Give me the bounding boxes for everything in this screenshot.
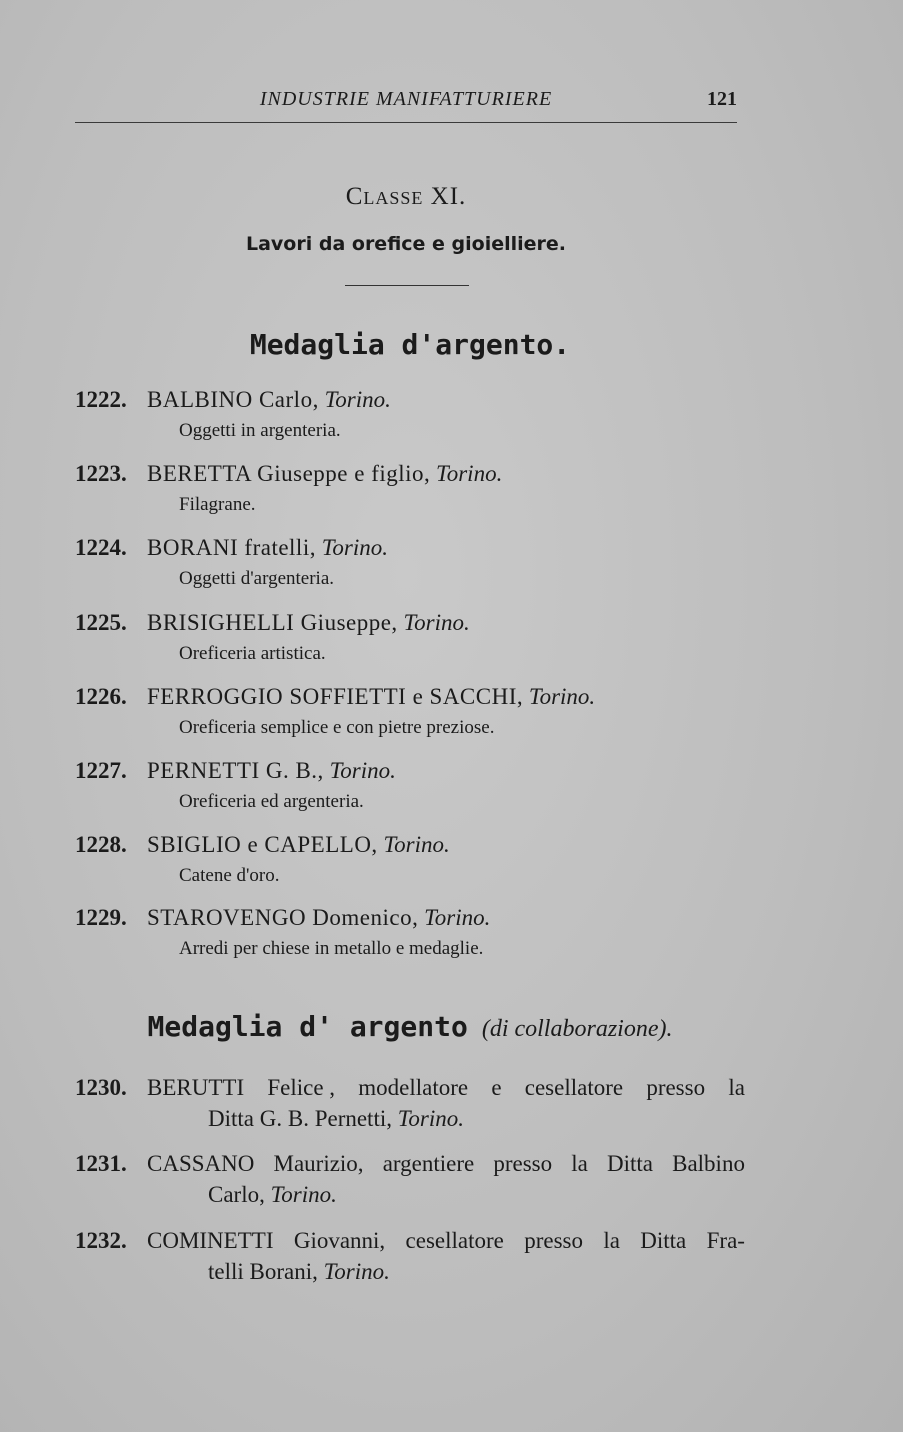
entry-number: 1226.	[75, 684, 127, 709]
exhibitor-name: BERETTA Giuseppe e figlio,	[147, 461, 431, 486]
exhibitor-place: Torino.	[424, 905, 491, 930]
entry-line	[75, 1226, 745, 1256]
entry-line	[75, 830, 745, 860]
entry-word: cesellatore	[405, 1228, 504, 1253]
entry-number: 1228.	[75, 832, 127, 857]
exhibitor-place: Torino.	[383, 832, 450, 857]
section-heading-silver-medal: Medaglia d'argento.	[249, 328, 571, 361]
award-entry	[75, 533, 745, 593]
collaboration-heading-note: (di collaborazione).	[481, 1016, 673, 1042]
entry-description: Catene d'oro.	[179, 865, 280, 886]
entry-line	[75, 682, 745, 712]
entry-word: Fra-	[706, 1228, 745, 1253]
collaboration-heading-text: Medaglia d' argento	[147, 1010, 468, 1043]
exhibitor-name: STAROVENGO Domenico,	[147, 905, 419, 930]
entry-word: Balbino	[672, 1151, 745, 1176]
exhibitor-name: BRISIGHELLI Giuseppe,	[147, 610, 398, 635]
entry-line	[75, 385, 745, 415]
entry-line	[75, 1073, 745, 1103]
entry-word: presso	[646, 1075, 706, 1100]
exhibitor-place: Torino.	[436, 461, 503, 486]
award-entry	[75, 830, 745, 890]
entry-line	[75, 1149, 745, 1179]
entry-number: 1222.	[75, 387, 127, 412]
entry-description: Filagrane.	[179, 494, 256, 515]
exhibitor-place: Torino.	[329, 758, 396, 783]
award-entry	[75, 608, 745, 668]
award-entry	[75, 385, 745, 445]
entry-line	[75, 903, 745, 933]
collaboration-entry	[75, 1149, 745, 1210]
entry-description: Oggetti in argenteria.	[179, 420, 341, 441]
entry-word: e	[491, 1075, 502, 1100]
entry-word: CASSANO	[147, 1151, 255, 1176]
entry-continuation-text: telli Borani,	[208, 1259, 318, 1284]
exhibitor-place: Torino.	[324, 387, 391, 412]
entry-number: 1232.	[75, 1228, 127, 1253]
entry-line	[75, 459, 745, 489]
entry-description: Oreficeria artistica.	[179, 643, 326, 664]
entry-line	[75, 533, 745, 563]
entry-continuation-text: Carlo,	[208, 1182, 265, 1207]
running-header	[75, 86, 737, 123]
award-entry	[75, 903, 745, 963]
entry-line	[75, 608, 745, 638]
award-entry	[75, 682, 745, 742]
entry-word: presso	[493, 1151, 553, 1176]
class-subtitle: Lavori da orefice e gioielliere.	[245, 233, 567, 255]
entry-word: la	[728, 1075, 745, 1100]
entry-number: 1223.	[75, 461, 127, 486]
entry-description: Oreficeria ed argenteria.	[179, 791, 364, 812]
running-title: INDUSTRIE MANIFATTURIERE	[259, 88, 553, 110]
entry-description: Oggetti d'argenteria.	[179, 568, 335, 589]
entry-number: 1231.	[75, 1151, 127, 1176]
entry-word: Ditta	[606, 1151, 653, 1176]
exhibitor-name: PERNETTI G. B.,	[147, 758, 324, 783]
exhibitor-place: Torino.	[397, 1106, 465, 1131]
collaboration-entry	[75, 1073, 745, 1134]
exhibitor-place: Torino.	[323, 1259, 390, 1284]
exhibitor-place: Torino.	[403, 610, 470, 635]
class-title: Classe XI.	[345, 183, 467, 210]
exhibitor-name: FERROGGIO SOFFIETTI e SACCHI,	[147, 684, 524, 709]
entry-word: BERUTTI	[147, 1075, 245, 1100]
entry-number: 1227.	[75, 758, 127, 783]
entry-description: Arredi per chiese in metallo e medaglie.	[179, 938, 484, 959]
entry-word: la	[603, 1228, 620, 1253]
exhibitor-place: Torino.	[270, 1182, 337, 1207]
award-entry	[75, 459, 745, 519]
exhibitor-name: SBIGLIO e CAPELLO,	[147, 832, 378, 857]
entry-number: 1224.	[75, 535, 127, 560]
entry-continuation-text: Ditta G. B. Pernetti,	[208, 1106, 392, 1131]
entry-word: COMINETTI	[147, 1228, 274, 1253]
page-number: 121	[707, 88, 737, 110]
entry-number: 1229.	[75, 905, 127, 930]
exhibitor-place: Torino.	[528, 684, 596, 709]
short-divider-rule	[345, 285, 469, 286]
entry-continuation	[75, 1257, 745, 1287]
entry-line	[75, 756, 745, 786]
entry-word: Maurizio,	[273, 1151, 364, 1176]
entry-first-line	[147, 1149, 745, 1179]
entry-first-line	[147, 1226, 745, 1256]
entry-word: cesellatore	[524, 1075, 624, 1100]
entry-first-line	[147, 1073, 745, 1103]
entry-number: 1225.	[75, 610, 127, 635]
entry-word: presso	[524, 1228, 583, 1253]
exhibitor-place: Torino.	[321, 535, 388, 560]
collaboration-entry	[75, 1226, 745, 1287]
award-entry	[75, 756, 745, 816]
section-heading-collaboration	[0, 1010, 820, 1043]
exhibitor-name: BORANI fratelli,	[147, 535, 316, 560]
entry-word: argentiere	[382, 1151, 475, 1176]
entry-word: modellatore	[358, 1075, 469, 1100]
entry-number: 1230.	[75, 1075, 127, 1100]
entry-continuation	[75, 1180, 745, 1210]
entry-word: Giovanni,	[293, 1228, 386, 1253]
entry-continuation	[75, 1104, 745, 1134]
entry-word: Ditta	[640, 1228, 687, 1253]
entry-word: la	[571, 1151, 588, 1176]
entry-description: Oreficeria semplice e con pietre preziose.	[179, 717, 495, 738]
entry-word: Felice ,	[267, 1075, 336, 1100]
exhibitor-name: BALBINO Carlo,	[147, 387, 319, 412]
